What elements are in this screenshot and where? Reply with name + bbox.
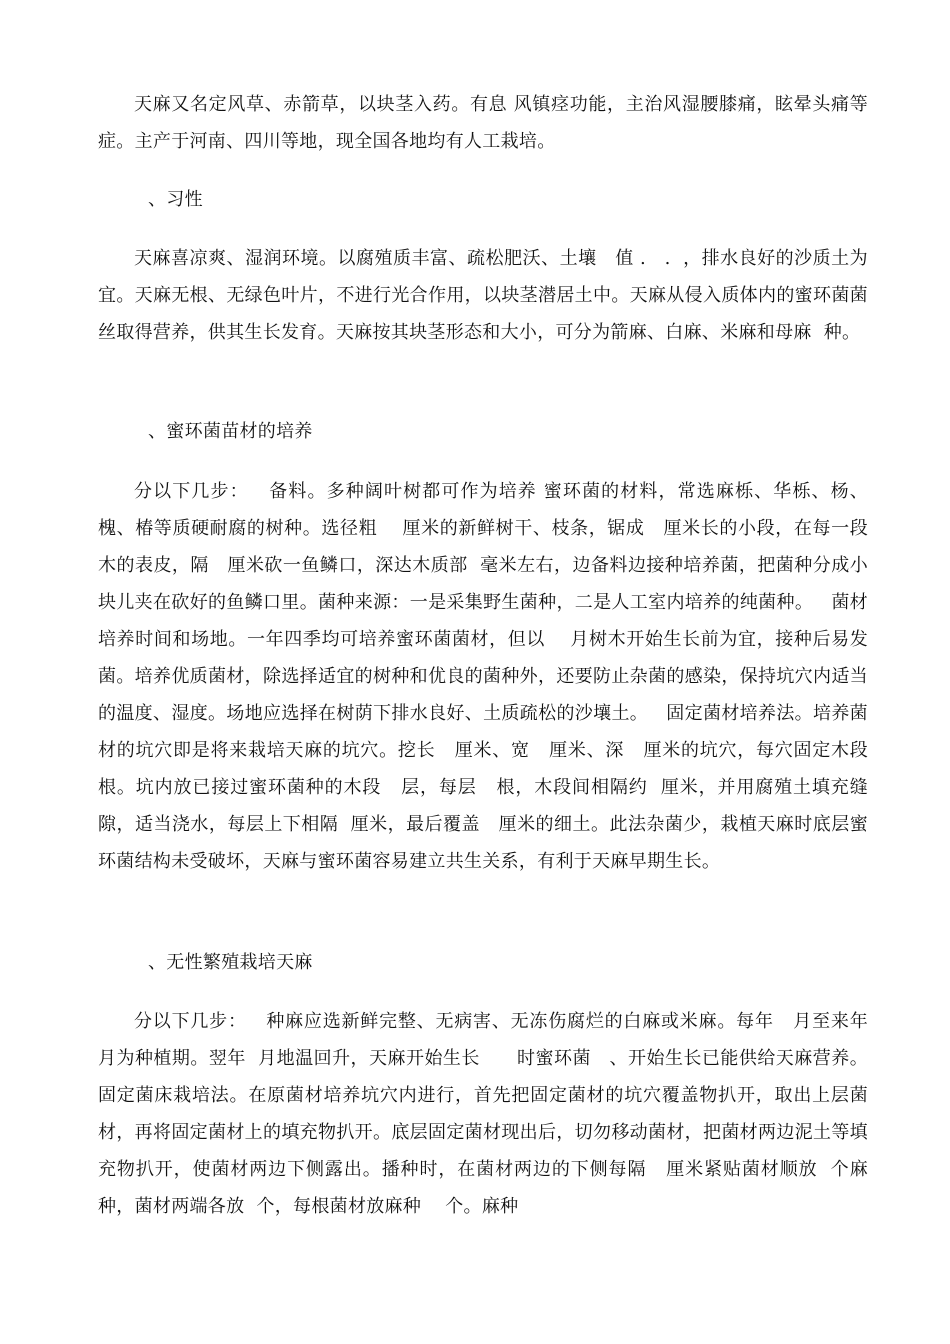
intro-paragraph: 天麻又名定风草、赤箭草，以块茎入药。有息 风镇痉功能，主治风湿腰膝痛，眩晕头痛等症。主产于河南、四川等地，现全国各地均有人工栽培。	[98, 94, 868, 152]
habits-paragraph: 天麻喜凉爽、湿润环境。以腐殖质丰富、疏松肥沃、土壤 值 . . ，排水良好的沙质土为宜。天麻无根、无绿色叶片，不进行光合作用，以块茎潜居土中。天麻从侵入质体内的蜜环菌菌丝取得营养，供其生长发育。天麻按其块茎形态和大小，可分为箭麻、白麻、米麻和母麻 种。	[98, 248, 868, 343]
section-heading-asexual-propagation: 、无性繁殖栽培天麻	[148, 952, 313, 973]
asexual-propagation-paragraph: 分以下几步： 种麻应选新鲜完整、无病害、无冻伤腐烂的白麻或米麻。每年 月至来年 月为种植期。翌年 月地温回升，天麻开始生长 时蜜环菌 、开始生长已能供给天麻营养。 固定菌床栽培法。在原菌材培养坑穴内进行，首先把固定菌材的坑穴覆盖物扒开，取出上层菌材，再将固定菌材上的填充物扒开。底层固定菌材现出后，切勿移动菌材，把菌材两边泥土等填充物扒开，使菌材两边下侧露出。播种时，在菌材两边的下侧每隔 厘米紧贴菌材顺放 个麻种，菌材两端各放 个，每根菌材放麻种 个。麻种	[98, 1011, 887, 1217]
section-heading-fungus-cultivation: 、蜜环菌苗材的培养	[148, 421, 313, 442]
fungus-cultivation-paragraph: 分以下几步： 备料。多种阔叶树都可作为培养 蜜环菌的材料，常选麻栎、华栎、杨、槐、椿等质硬耐腐的树种。选径粗 厘米的新鲜树干、枝条，锯成 厘米长的小段，在每一段木的表皮，隔 厘米砍一鱼鳞口，深达木质部 毫米左右，边备料边接种培养菌，把菌种分成小块儿夹在砍好的鱼鳞口里。菌种来源：一是采集野生菌种，二是人工室内培养的纯菌种。 菌材培养时间和场地。一年四季均可培养蜜环菌菌材，但以 月树木开始生长前为宜，接种后易发菌。培养优质菌材，除选择适宜的树种和优良的菌种外，还要防止杂菌的感染，保持坑穴内适当的温度、湿度。场地应选择在树荫下排水良好、土质疏松的沙壤土。 固定菌材培养法。培养菌材的坑穴即是将来栽培天麻的坑穴。挖长 厘米、宽 厘米、深 厘米的坑穴，每穴固定木段 根。坑内放已接过蜜环菌种的木段 层，每层 根，木段间相隔约 厘米，并用腐殖土填充缝隙，适当浇水，每层上下相隔 厘米，最后覆盖 厘米的细土。此法杂菌少，栽植天麻时底层蜜环菌结构未受破坏，天麻与蜜环菌容易建立共生关系，有利于天麻早期生长。	[98, 481, 893, 872]
section-heading-habits: 、习性	[148, 189, 203, 210]
